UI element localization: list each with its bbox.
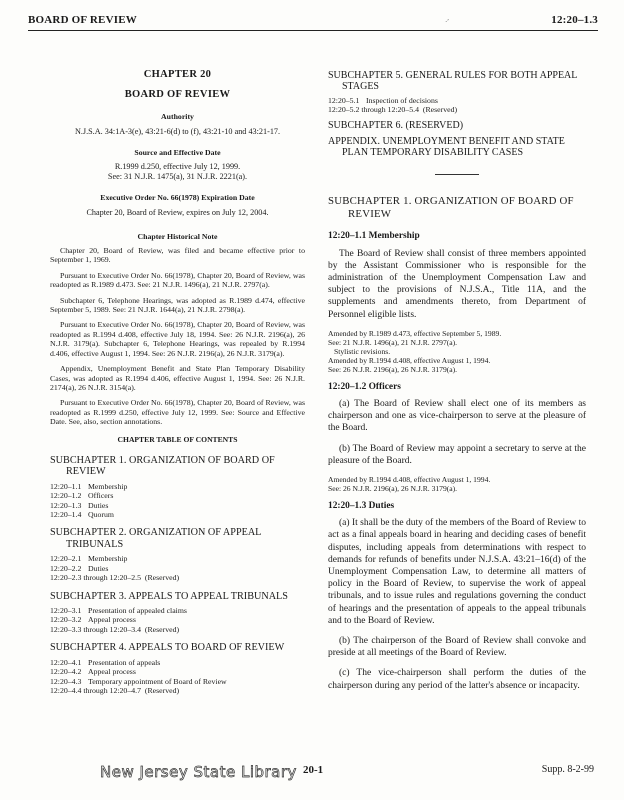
section-text-duties-b: (b) The chairperson of the Board of Review shall convoke and preside at all meetings of the Board of Review. <box>328 635 586 659</box>
section-history-officers: Amended by R.1994 d.408, effective August 1, 1994. See: 26 N.J.R. 2196(a), 26 N.J.R. 3179(a). <box>328 474 491 493</box>
toc-subchapter-6-title: SUBCHAPTER 6. (RESERVED) <box>328 120 464 132</box>
toc-entry: 12:20–2.1 Membership <box>50 554 128 564</box>
toc-subchapter-title: SUBCHAPTER 1. ORGANIZATION OF BOARD OF REVIEW <box>50 454 275 478</box>
section-text-duties-a: (a) It shall be the duty of the members of the Board of Review to act as a final appeals board in hearing and deciding cases of benefit disputes, including appeals from determinations with respect to demands for refunds of benefits under N.J.S.A. 43:21–16(d) of the Unemployment Compensation Law, to determine all matters of policy in the Board of Review, to supervise the work of appeal tribunals, and to issue rules and regulations governing the conduct of hearings and the presentation of appeals to the appeal tribunals and to the Board of Review. <box>328 518 586 626</box>
toc-entry: 12:20–3.3 through 12:20–3.4 (Reserved) <box>50 624 180 634</box>
toc-subchapter-3 <box>50 591 305 635</box>
toc-subchapter-4 <box>50 642 305 695</box>
toc-entry: 12:20–5.2 through 12:20–5.4 (Reserved) <box>328 105 458 114</box>
toc-subchapter-1 <box>50 455 305 520</box>
section-text-officers-a: (a) The Board of Review shall elect one of its members as chairperson and one as vice-chairperson to serve at the pleasure of the Board. <box>328 398 586 434</box>
running-header <box>28 14 598 26</box>
toc-subchapter-5-title: SUBCHAPTER 5. GENERAL RULES FOR BOTH APPEAL STAGES <box>328 70 578 93</box>
chapter-number: CHAPTER 20 <box>143 69 212 80</box>
right-column <box>328 70 586 700</box>
toc-subchapter-title: SUBCHAPTER 3. APPEALS TO APPEAL TRIBUNALS <box>50 590 288 602</box>
history-paragraph: Pursuant to Executive Order No. 66(1978), Chapter 20, Board of Review, was readopted as R.1999 d.250, effective July 12, 1999. See: Source and Effective Date. See, also, section annotations. <box>50 398 305 427</box>
toc-heading: CHAPTER TABLE OF CONTENTS <box>117 434 238 444</box>
authority-heading: Authority <box>161 112 194 122</box>
source-text-1: R.1999 d.250, effective July 12, 1999. <box>114 162 241 172</box>
section-heading-duties: 12:20–1.3 Duties <box>328 500 395 511</box>
header-title: BOARD OF REVIEW <box>28 14 137 26</box>
supplement-date: Supp. 8-2-99 <box>541 764 594 775</box>
section-history-membership: Amended by R.1989 d.473, effective September 5, 1989. See: 21 N.J.R. 1496(a), 21 N.J.R. 2797(a). Stylistic revisions. Amended by R.1994 d.408, effective August 1, 1994. See: 26 N.J.R. 2196(a), 26 N.J.R. 3179(a). <box>328 328 502 374</box>
section-heading-membership: 12:20–1.1 Membership <box>328 231 420 242</box>
section-text-officers-b: (b) The Board of Review may appoint a secretary to serve at the pleasure of the Board. <box>328 443 586 466</box>
toc-subchapter-title: SUBCHAPTER 4. APPEALS TO BOARD OF REVIEW <box>50 642 285 654</box>
toc-entry: 12:20–3.1 Presentation of appealed claims <box>50 606 187 616</box>
section-heading-officers: 12:20–1.2 Officers <box>328 381 401 392</box>
exec-order-heading: Executive Order No. 66(1978) Expiration Date <box>100 193 255 203</box>
toc-entry: 12:20–1.4 Quorum <box>50 509 114 519</box>
authority-text: N.J.S.A. 34:1A-3(e), 43:21-6(d) to (f), 43:21-10 and 43:21-17. <box>74 126 281 136</box>
header-section-number: 12:20–1.3 <box>551 14 598 26</box>
section-text-membership: The Board of Review shall consist of three members appointed by the Assistant Commissioner who is responsible for the administration of the Unemployment Compensation Law and subject to the provisions of N.J.S.A., Title 11A, and the supplements and amendments thereto, from Department of Personnel eligible lists. <box>328 248 586 320</box>
page-number: 20-1 <box>303 764 324 776</box>
toc-entry: 12:20–1.2 Officers <box>50 491 114 501</box>
header-rule <box>28 30 598 31</box>
history-paragraph: Pursuant to Executive Order No. 66(1978), Chapter 20, Board of Review, was readopted as R.1994 d.408, effective July 18, 1994. See: 26 N.J.R. 2196(a), 26 N.J.R. 3179(a). Subchapter 6, Telephone Hearings, was repealed by R.1994 d.406, effective August 1, 1994. See: 26 N.J.R. 2196(a), 26 N.J.R. 3179(a). <box>50 320 305 358</box>
exec-order-text: Chapter 20, Board of Review, expires on July 12, 2004. <box>86 207 269 217</box>
toc-appendix-title: APPENDIX. UNEMPLOYMENT BENEFIT AND STATE PLAN TEMPORARY DISABILITY CASES <box>328 135 565 158</box>
scan-mark: ·′ <box>445 18 449 26</box>
toc-entry: 12:20–3.2 Appeal process <box>50 615 136 625</box>
history-paragraph: Subchapter 6, Telephone Hearings, was adopted as R.1989 d.474, effective September 5, 1989. See: 21 N.J.R. 1644(a), 21 N.J.R. 2798(a). <box>50 295 305 315</box>
toc-entry: 12:20–4.4 through 12:20–4.7 (Reserved) <box>50 686 180 696</box>
toc-entry: 12:20–2.2 Duties <box>50 563 109 573</box>
history-paragraph: Pursuant to Executive Order No. 66(1978), Chapter 20, Board of Review, was readopted as R.1989 d.473. See: 21 N.J.R. 1496(a), 21 N.J.R. 2797(a). <box>50 270 305 290</box>
source-text-2: See: 31 N.J.R. 1475(a), 31 N.J.R. 2221(a). <box>107 172 248 182</box>
history-notes <box>50 246 305 427</box>
section-text-duties-c: (c) The vice-chairperson shall perform the duties of the chairperson during any period of the latter's absence or incapacity. <box>328 668 586 691</box>
section-divider <box>435 174 479 175</box>
toc-entry: 12:20–1.1 Membership <box>50 481 128 491</box>
library-watermark: New Jersey State Library <box>100 763 297 781</box>
toc-entry: 12:20–5.1 Inspection of decisions <box>328 95 438 105</box>
chapter-title: BOARD OF REVIEW <box>124 89 231 101</box>
source-heading: Source and Effective Date <box>134 147 221 157</box>
toc-subchapter-2 <box>50 527 305 582</box>
toc-entry: 12:20–4.2 Appeal process <box>50 667 136 677</box>
toc-subchapter-title: SUBCHAPTER 2. ORGANIZATION OF APPEAL TRIBUNALS <box>50 527 262 550</box>
toc-entry: 12:20–2.3 through 12:20–2.5 (Reserved) <box>50 573 180 583</box>
history-paragraph: Appendix, Unemployment Benefit and State Plan Temporary Disability Cases, was adopted as R.1994 d.406, effective August 1, 1994. See: 26 N.J.R. 2174(a), 26 N.J.R. 3154(a). <box>50 364 305 392</box>
left-column <box>50 70 305 703</box>
history-paragraph: Chapter 20, Board of Review, was filed and became effective prior to September 1, 1969. <box>50 246 305 265</box>
history-heading: Chapter Historical Note <box>137 231 218 241</box>
toc-entry: 12:20–4.3 Temporary appointment of Board of Review <box>50 676 227 686</box>
toc-entry: 12:20–1.3 Duties <box>50 500 109 510</box>
toc-entry: 12:20–4.1 Presentation of appeals <box>50 657 161 667</box>
subchapter-1-heading: SUBCHAPTER 1. ORGANIZATION OF BOARD OF REVIEW <box>328 195 574 221</box>
